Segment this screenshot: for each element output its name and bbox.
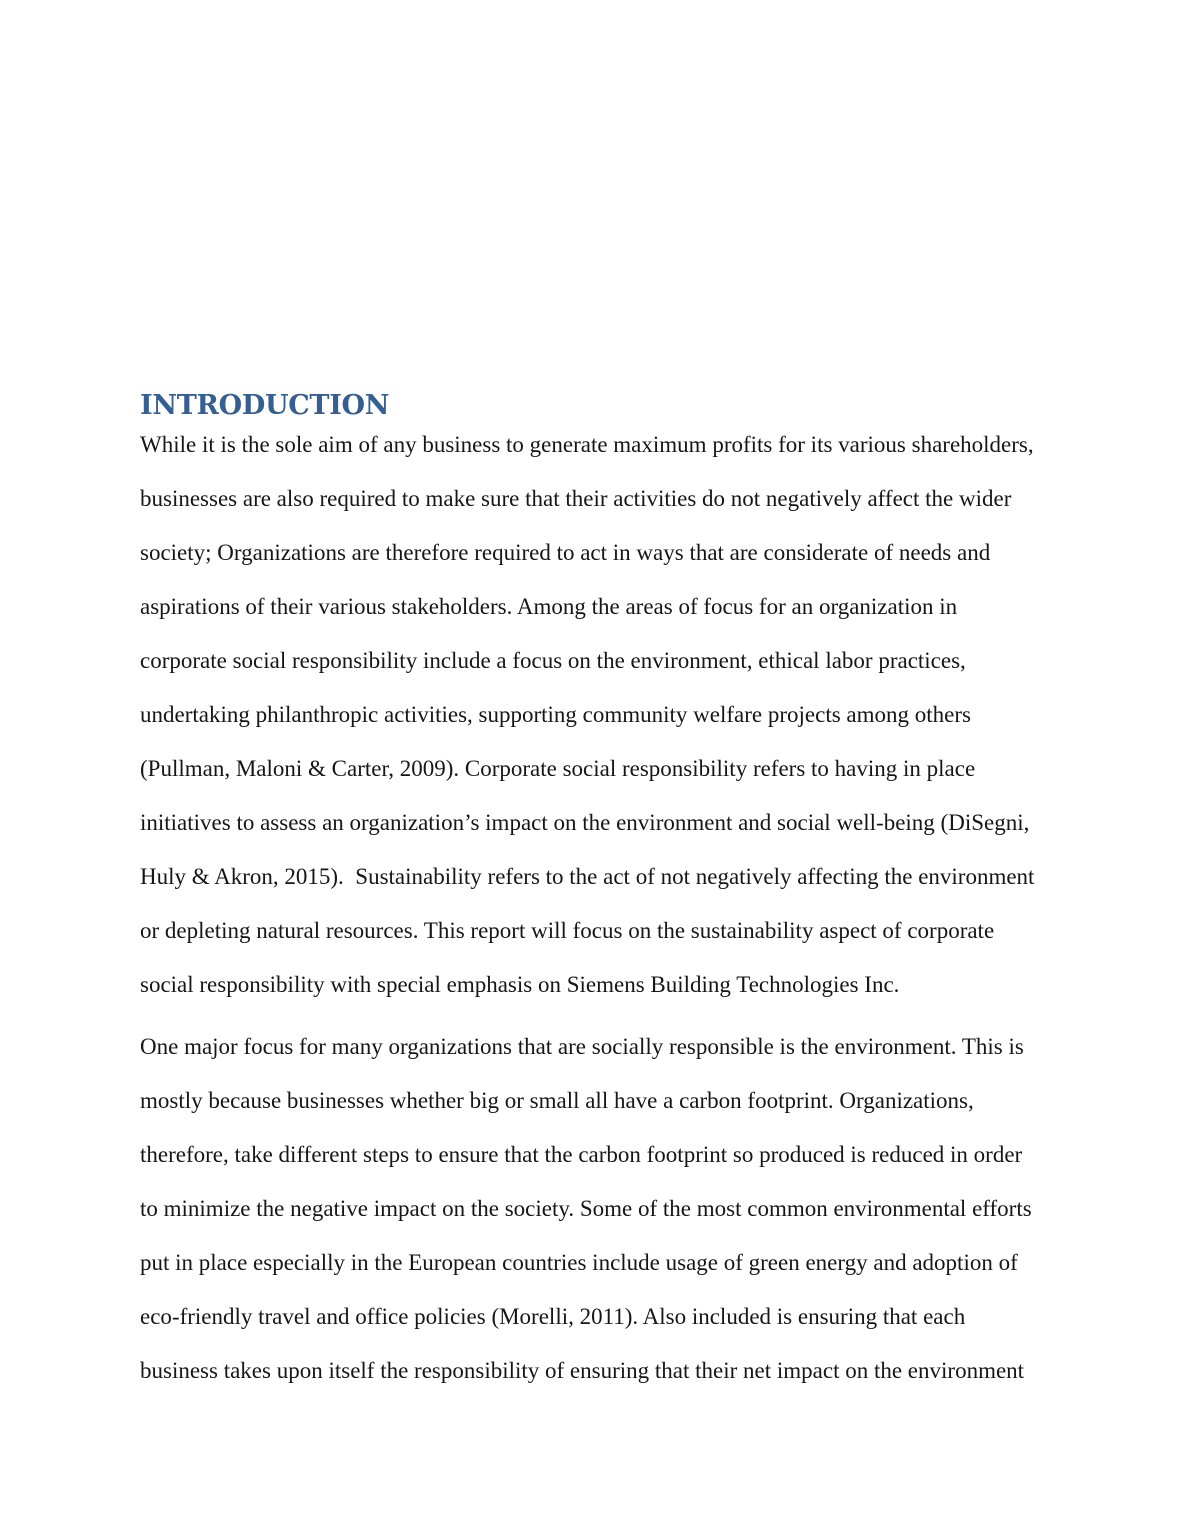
text-line: eco-friendly travel and office policies (Morelli, 2011). Also included is ensuring that each [140, 1304, 966, 1329]
text-line: put in place especially in the European countries include usage of green energy and adoption of [140, 1250, 1018, 1275]
text-line: business takes upon itself the responsibility of ensuring that their net impact on the environment [140, 1358, 1025, 1383]
text-line: undertaking philanthropic activities, supporting community welfare projects among others [140, 702, 971, 727]
text-line: While it is the sole aim of any business to generate maximum profits for its various shareholders, [140, 432, 1034, 457]
text-line: One major focus for many organizations that are socially responsible is the environment. This is [140, 1034, 1024, 1059]
paragraph [140, 418, 1080, 1012]
text-line: therefore, take different steps to ensure that the carbon footprint so produced is reduced in order [140, 1142, 1023, 1167]
text-line: businesses are also required to make sure that their activities do not negatively affect the wider [140, 486, 1012, 511]
text-line: aspirations of their various stakeholders. Among the areas of focus for an organization in [140, 594, 958, 619]
text-line: (Pullman, Maloni & Carter, 2009). Corporate social responsibility refers to having in place [140, 756, 976, 781]
text-line: to minimize the negative impact on the society. Some of the most common environmental efforts [140, 1196, 1032, 1221]
text-line: social responsibility with special emphasis on Siemens Building Technologies Inc. [140, 972, 900, 997]
paragraph [140, 1020, 1080, 1398]
text-line: initiatives to assess an organization’s impact on the environment and social well-being (DiSegni, [140, 810, 1030, 835]
text-line: Huly & Akron, 2015). Sustainability refers to the act of not negatively affecting the environment [140, 864, 1035, 889]
text-line: corporate social responsibility include a focus on the environment, ethical labor practices, [140, 648, 966, 673]
text-line: mostly because businesses whether big or small all have a carbon footprint. Organizations, [140, 1088, 974, 1113]
text-line: society; Organizations are therefore required to act in ways that are considerate of needs and [140, 540, 991, 565]
section-heading: INTRODUCTION [140, 390, 390, 421]
text-line: or depleting natural resources. This report will focus on the sustainability aspect of corporate [140, 918, 995, 943]
